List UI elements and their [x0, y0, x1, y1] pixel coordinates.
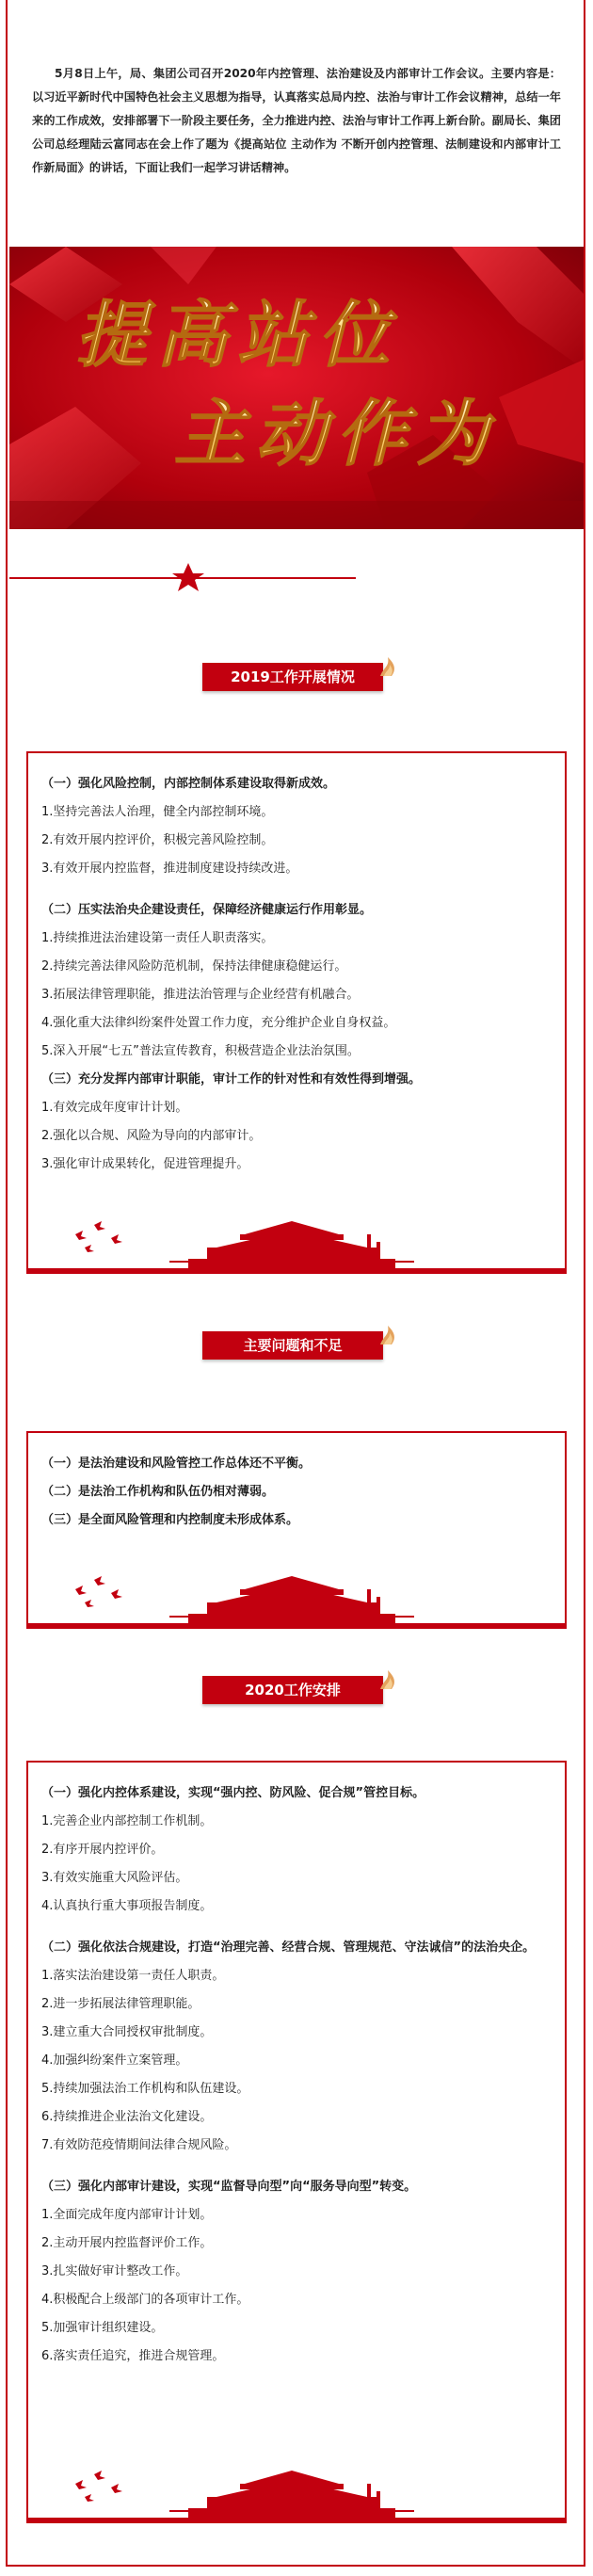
list-item: 2.主动开展内控监督评价工作。: [41, 2236, 213, 2250]
group-heading: （三）充分发挥内部审计职能，审计工作的针对性和有效性得到增强。: [41, 1072, 422, 1087]
banner-line2: 主动作为: [174, 392, 498, 475]
list-item: 2.有效开展内控评价，积极完善风险控制。: [41, 833, 274, 847]
tiananmen-skyline-decoration: [28, 2455, 565, 2521]
section-title-problems: [193, 1328, 400, 1363]
intro-paragraph: 5月8日上午，局、集团公司召开2020年内控管理、法治建设及内部审计工作会议。主要内容是：以习近平新时代中国特色社会主义思想为指导，认真落实总局内控、法治与审计工作会议精神，总结一年来的工作成效，安排部署下一阶段主要任务，全力推进内控、法治与审计工作再上新台阶。副局长、集团公司总经理陆云富同志在会上作了题为《提高站位 主动作为 不断开创内控管理、法制建设和内部审计工作新局面》的讲话，下面让我们一起学习讲话精神。: [32, 67, 561, 174]
list-item: 1.持续推进法治建设第一责任人职责落实。: [41, 931, 274, 945]
list-item: 1.坚持完善法人治理，健全内部控制环境。: [41, 805, 274, 819]
list-item: 2.进一步拓展法律管理职能。: [41, 1997, 200, 2011]
list-item: 4.积极配合上级部门的各项审计工作。: [41, 2293, 249, 2307]
banner: [9, 247, 584, 529]
list-item: 5.深入开展“七五”普法宣传教育，积极营造企业法治氛围。: [41, 1044, 360, 1058]
list-item: 1.完善企业内部控制工作机制。: [41, 1814, 213, 1828]
list-item: 2.强化以合规、风险为导向的内部审计。: [41, 1129, 262, 1143]
star-divider: [9, 559, 584, 597]
list-item: 1.全面完成年度内部审计计划。: [41, 2208, 213, 2222]
group-heading: （一）强化风险控制，内部控制体系建设取得新成效。: [41, 777, 336, 791]
list-item: 3.扎实做好审计整改工作。: [41, 2264, 188, 2278]
section-box-2020: [26, 1761, 567, 2523]
section-title-2019: [193, 659, 400, 695]
section-title-label: 主要问题和不足: [202, 1331, 383, 1360]
list-item: 2.有序开展内控评价。: [41, 1843, 164, 1857]
list-item: 3.有效开展内控监督，推进制度建设持续改进。: [41, 861, 298, 876]
list-item: 6.持续推进企业法治文化建设。: [41, 2110, 213, 2124]
list-item: 4.认真执行重大事项报告制度。: [41, 1899, 213, 1913]
list-item: 2.持续完善法律风险防范机制，保持法律健康稳健运行。: [41, 959, 347, 974]
list-item: 5.加强审计组织建设。: [41, 2321, 164, 2335]
list-item: 1.落实法治建设第一责任人职责。: [41, 1969, 225, 1983]
list-item: 3.拓展法律管理职能，推进法治管理与企业经营有机融合。: [41, 988, 360, 1002]
banner-line1: 提高站位: [75, 293, 399, 377]
flame-icon: [377, 653, 401, 678]
list-item: 1.有效完成年度审计计划。: [41, 1101, 188, 1115]
section-title-2020: [193, 1672, 400, 1708]
group-heading: （二）强化依法合规建设，打造“治理完善、经营合规、管理规范、守法诚信”的法治央企。: [41, 1940, 536, 1955]
section-box-2019: [26, 751, 567, 1274]
list-item: 3.强化审计成果转化，促进管理提升。: [41, 1157, 249, 1171]
list-item: 3.建立重大合同授权审批制度。: [41, 2025, 213, 2039]
flame-icon: [377, 1666, 401, 1691]
list-item: 4.加强纠纷案件立案管理。: [41, 2053, 188, 2068]
list-item: 7.有效防范疫情期间法律合规风险。: [41, 2138, 237, 2152]
group-heading: （一）强化内控体系建设，实现“强内控、防风险、促合规”管控目标。: [41, 1786, 425, 1800]
list-item: 4.强化重大法律纠纷案件处置工作力度，充分维护企业自身权益。: [41, 1016, 396, 1030]
list-item: 5.持续加强法治工作机构和队伍建设。: [41, 2082, 249, 2096]
flame-icon: [377, 1322, 401, 1346]
list-item: 3.有效实施重大风险评估。: [41, 1871, 188, 1885]
section-title-label: 2020工作安排: [202, 1676, 383, 1704]
group-heading: （二）压实法治央企建设责任，保障经济健康运行作用彰显。: [41, 903, 373, 917]
list-item: （一）是法治建设和风险管控工作总体还不平衡。: [41, 1457, 312, 1471]
section-box-problems: [26, 1431, 567, 1629]
list-item: 6.落实责任追究，推进合规管理。: [41, 2349, 225, 2363]
list-item: （三）是全面风险管理和内控制度未形成体系。: [41, 1513, 299, 1527]
tiananmen-skyline-decoration: [28, 1206, 565, 1272]
list-item: （二）是法治工作机构和队伍仍相对薄弱。: [41, 1485, 275, 1499]
section-title-label: 2019工作开展情况: [202, 663, 383, 691]
group-heading: （三）强化内部审计建设，实现“监督导向型”向“服务导向型”转变。: [41, 2180, 417, 2194]
tiananmen-skyline-decoration: [28, 1561, 565, 1627]
